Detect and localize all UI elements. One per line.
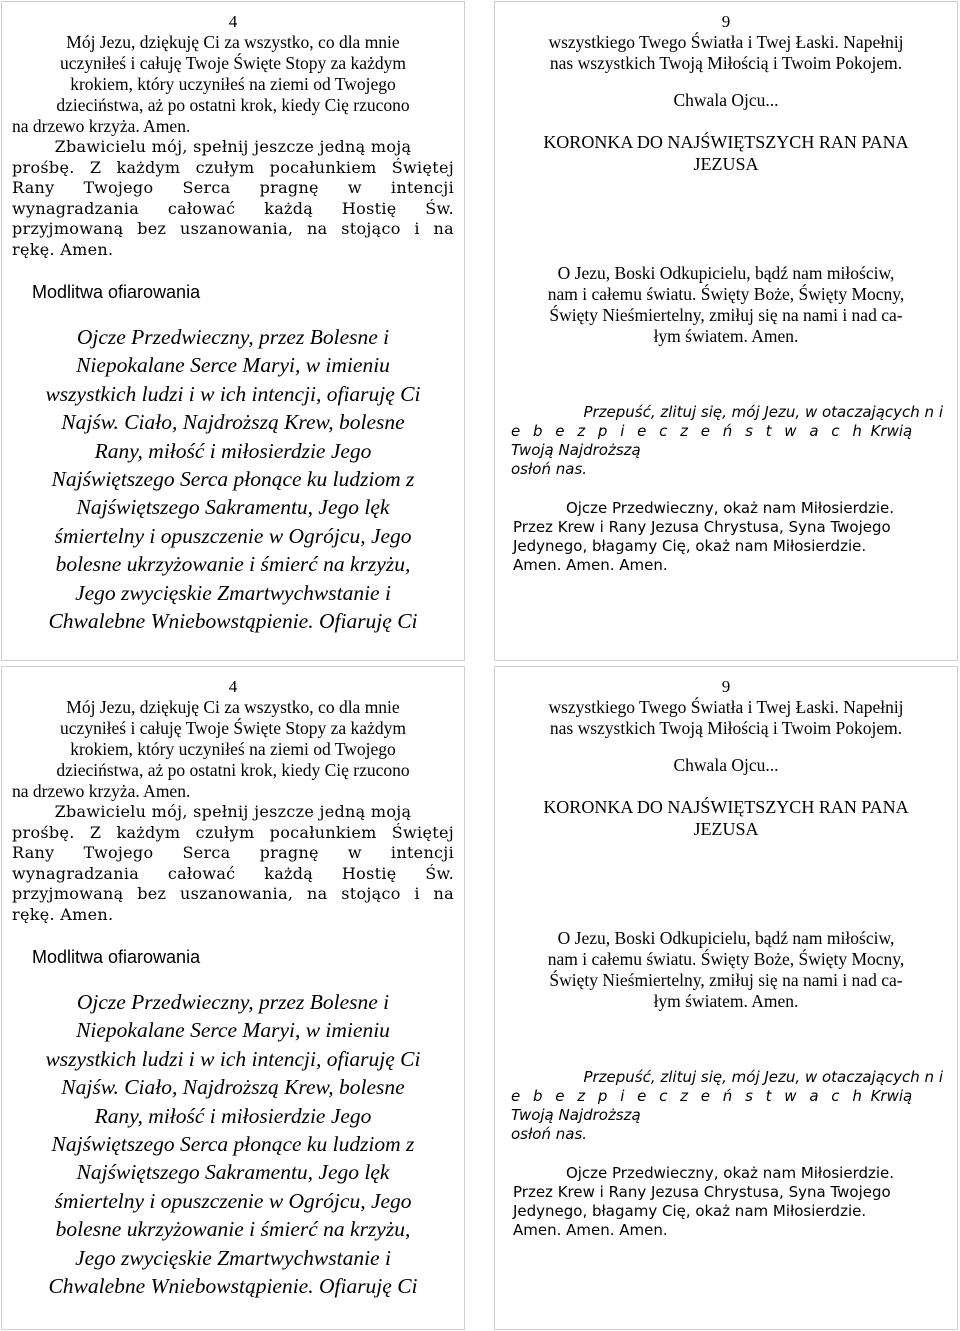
intro-paragraph	[12, 697, 454, 802]
text-line: Najświętszego Sakramentu, Jego lęk	[76, 495, 390, 520]
text-line: Jedynego, błagamy Cię, okaż nam Miłosierdzie.	[513, 537, 867, 555]
text-line: Zbawicielu mój, spełnij jeszcze jedną moją	[54, 802, 412, 821]
text-line: Święty Nieśmiertelny, zmiłuj się na nami i nad ca-	[549, 305, 903, 325]
page-number: 4	[228, 12, 238, 31]
text-line: krokiem, który uczyniłeś na ziemi od Twojego	[70, 739, 396, 759]
text-line: Jego zwycięskie Zmartwychwstanie i	[75, 1245, 391, 1270]
text-line: wszystkich ludzi i w ich intencji, ofiaruję Ci	[45, 1046, 421, 1071]
chaplet-title	[505, 131, 947, 175]
text-line: KORONKA DO NAJŚWIĘTSZYCH RAN PANA	[543, 132, 909, 152]
page-number: 4	[228, 677, 238, 696]
offering-prayer	[12, 988, 454, 1300]
text-line: Przepuść, zlituj się, mój Jezu, w otaczających n i	[583, 1068, 943, 1086]
text-line: Najświętszego Serca płonące ku ludziom z	[51, 467, 415, 492]
intro-paragraph	[505, 32, 947, 74]
text-line: wynagradzania całować każdą Hostię Św.	[12, 863, 454, 883]
text-line: nam i całemu światu. Święty Boże, Święty Mocny,	[547, 949, 905, 969]
text-line: Ojcze Przedwieczny, okaż nam Miłosierdzie.	[565, 1164, 895, 1182]
text-line: osłoń nas.	[511, 1125, 588, 1143]
text-line: Zbawicielu mój, spełnij jeszcze jedną moją	[54, 137, 412, 156]
text-line: rękę. Amen.	[12, 239, 114, 259]
text-line: bolesne ukrzyżowanie i śmierć na krzyżu,	[55, 1217, 411, 1242]
section-title: Modlitwa ofiarowania	[32, 282, 201, 302]
text-line: Przez Krew i Rany Jezusa Chrystusa, Syna Twojego	[513, 1183, 891, 1201]
text-line: JEZUSA	[693, 819, 759, 839]
text-line: wynagradzania całować każdą Hostię Św.	[12, 198, 454, 218]
text-line: łym światem. Amen.	[653, 991, 799, 1011]
text-line: przyjmowaną bez uszanowania, na stojąco i na	[12, 884, 454, 903]
text-line: Rany, miłość i miłosierdzie Jego	[94, 438, 372, 463]
mercy-prayer	[505, 499, 947, 575]
text-line: uczyniłeś i całuję Twoje Święte Stopy za każdym	[60, 718, 406, 738]
text-line: Amen. Amen. Amen.	[513, 1221, 668, 1239]
text-line: śmiertelny i opuszczenie w Ogrójcu, Jego	[54, 1188, 412, 1213]
text-fragment: Krwią Twoją Najdroższą	[511, 422, 913, 459]
page-panel-left-bottom	[1, 666, 465, 1330]
text-line: nas wszystkich Twoją Miłością i Twoim Pokojem.	[549, 718, 903, 738]
section-title: Modlitwa ofiarowania	[32, 947, 201, 967]
text-line: dzieciństwa, aż po ostatni krok, kiedy Cię rzucono	[56, 760, 410, 780]
text-line: Mój Jezu, dziękuję Ci za wszystko, co dla mnie	[66, 32, 400, 52]
page-panel-right-top	[494, 1, 958, 661]
text-line: bolesne ukrzyżowanie i śmierć na krzyżu,	[55, 552, 411, 577]
page-number: 9	[721, 12, 731, 31]
text-line	[511, 422, 947, 460]
mercy-prayer	[505, 1164, 947, 1240]
text-line: Przez Krew i Rany Jezusa Chrystusa, Syna Twojego	[513, 518, 891, 536]
text-line: prośbę. Z każdym czułym pocałunkiem Świętej	[12, 157, 454, 177]
text-line: wszystkich ludzi i w ich intencji, ofiaruję Ci	[45, 381, 421, 406]
intro-paragraph	[505, 697, 947, 739]
page-number: 9	[721, 677, 731, 696]
text-line: Przepuść, zlituj się, mój Jezu, w otaczających n i	[583, 403, 943, 421]
text-line: śmiertelny i opuszczenie w Ogrójcu, Jego	[54, 523, 412, 548]
text-fragment: Krwią Twoją Najdroższą	[511, 1087, 913, 1124]
text-line: Najświętszego Serca płonące ku ludziom z	[51, 1132, 415, 1157]
text-line: Jedynego, błagamy Cię, okaż nam Miłosierdzie.	[513, 1202, 867, 1220]
offering-prayer	[12, 323, 454, 635]
spaced-word: e b e z p i e c z e ń s t w a c h	[511, 1087, 866, 1105]
spaced-word: e b e z p i e c z e ń s t w a c h	[511, 422, 866, 440]
text-line: na drzewo krzyża. Amen.	[12, 116, 191, 136]
text-line: uczyniłeś i całuję Twoje Święte Stopy za każdym	[60, 53, 406, 73]
text-line: Rany, miłość i miłosierdzie Jego	[94, 1103, 372, 1128]
text-line: Jego zwycięskie Zmartwychwstanie i	[75, 580, 391, 605]
plea-paragraph	[12, 137, 454, 260]
text-line: nam i całemu światu. Święty Boże, Święty Mocny,	[547, 284, 905, 304]
text-line: O Jezu, Boski Odkupicielu, bądź nam miłościw,	[557, 928, 895, 948]
text-line: nas wszystkich Twoją Miłością i Twoim Pokojem.	[549, 53, 903, 73]
page-panel-left-top	[1, 1, 465, 661]
text-line: O Jezu, Boski Odkupicielu, bądź nam miłościw,	[557, 263, 895, 283]
text-line: Niepokalane Serce Maryi, w imieniu	[76, 353, 390, 378]
plea-paragraph	[12, 802, 454, 925]
text-line: Najśw. Ciało, Najdroższą Krew, bolesne	[61, 1075, 405, 1100]
text-line: KORONKA DO NAJŚWIĘTSZYCH RAN PANA	[543, 797, 909, 817]
text-line: Ojcze Przedwieczny, przez Bolesne i	[76, 325, 390, 349]
text-line: łym światem. Amen.	[653, 326, 799, 346]
glory-be: Chwala Ojcu...	[673, 755, 779, 775]
trisagion-prayer	[505, 928, 947, 1012]
text-line: Amen. Amen. Amen.	[513, 556, 668, 574]
text-line: krokiem, który uczyniłeś na ziemi od Twojego	[70, 74, 396, 94]
text-line: Najśw. Ciało, Najdroższą Krew, bolesne	[61, 410, 405, 435]
trisagion-prayer	[505, 263, 947, 347]
spare-us-prayer	[505, 403, 947, 479]
text-line: JEZUSA	[693, 154, 759, 174]
text-line: na drzewo krzyża. Amen.	[12, 781, 191, 801]
spare-us-prayer	[505, 1068, 947, 1144]
text-line: Niepokalane Serce Maryi, w imieniu	[76, 1018, 390, 1043]
chaplet-title	[505, 796, 947, 840]
text-line: przyjmowaną bez uszanowania, na stojąco i na	[12, 219, 454, 238]
text-line: Rany Twojego Serca pragnę w intencji	[12, 178, 454, 197]
text-line: Mój Jezu, dziękuję Ci za wszystko, co dla mnie	[66, 697, 400, 717]
page-panel-right-bottom	[494, 666, 958, 1330]
text-line	[511, 1087, 947, 1125]
text-line: Chwalebne Wniebowstąpienie. Ofiaruję Ci	[48, 609, 418, 634]
text-line: Ojcze Przedwieczny, przez Bolesne i	[76, 990, 390, 1014]
text-line: Najświętszego Sakramentu, Jego lęk	[76, 1160, 390, 1185]
text-line: dzieciństwa, aż po ostatni krok, kiedy Cię rzucono	[56, 95, 410, 115]
text-line: wszystkiego Twego Światła i Twej Łaski. Napełnij	[548, 697, 904, 717]
text-line: Ojcze Przedwieczny, okaż nam Miłosierdzie.	[565, 499, 895, 517]
text-line: wszystkiego Twego Światła i Twej Łaski. Napełnij	[548, 32, 904, 52]
text-line: Chwalebne Wniebowstąpienie. Ofiaruję Ci	[48, 1274, 418, 1299]
text-line: Święty Nieśmiertelny, zmiłuj się na nami i nad ca-	[549, 970, 903, 990]
intro-paragraph	[12, 32, 454, 137]
glory-be: Chwala Ojcu...	[673, 90, 779, 110]
text-line: prośbę. Z każdym czułym pocałunkiem Świętej	[12, 822, 454, 842]
text-line: Rany Twojego Serca pragnę w intencji	[12, 843, 454, 862]
text-line: rękę. Amen.	[12, 904, 114, 924]
text-line: osłoń nas.	[511, 460, 588, 478]
